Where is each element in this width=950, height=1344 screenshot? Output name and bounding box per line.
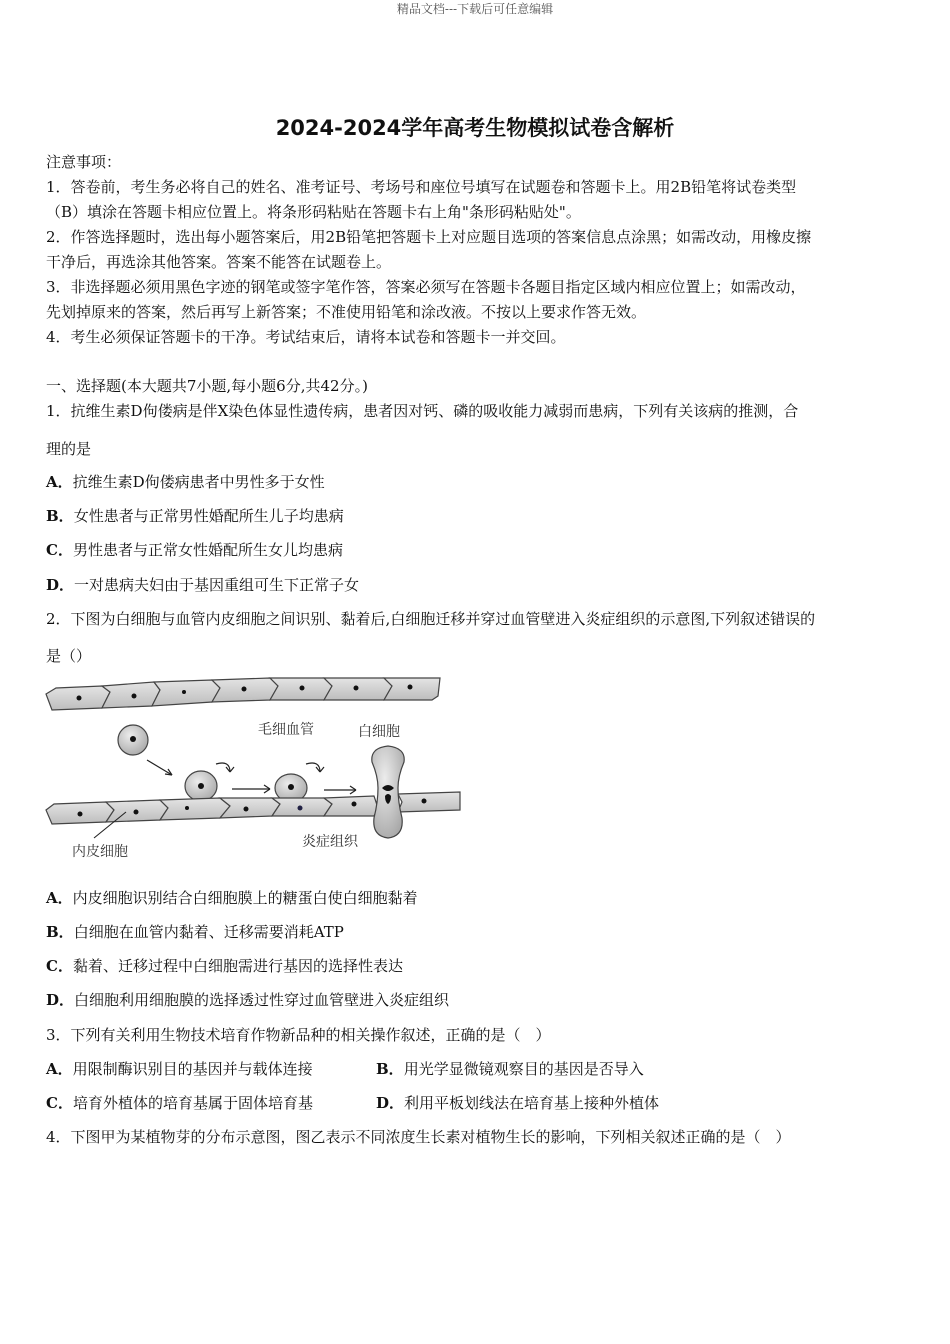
option-text: 白细胞利用细胞膜的选择透过性穿过血管壁进入炎症组织	[74, 991, 450, 1009]
q2-option-a[interactable]	[46, 888, 906, 908]
notice-line-6: 先划掉原来的答案，然后再写上新答案；不准使用铅笔和涂改液。不按以上要求作答无效。	[46, 303, 647, 321]
option-text: 抗维生素D佝偻病患者中男性多于女性	[72, 473, 325, 491]
label-endothelial: 内皮细胞	[72, 844, 128, 860]
q2-option-b[interactable]	[46, 922, 906, 942]
option-label: A．	[46, 1060, 73, 1078]
notice-heading: 注意事项：	[46, 153, 122, 171]
q2-stem-line2: 是（）	[46, 647, 92, 665]
q3-option-a[interactable]	[46, 1060, 313, 1078]
option-text: 男性患者与正常女性婚配所生女儿均患病	[72, 541, 343, 559]
q1-option-c[interactable]	[46, 540, 906, 560]
option-label: A．	[46, 889, 73, 907]
option-label: B．	[46, 507, 74, 525]
q1-option-b[interactable]	[46, 506, 906, 526]
option-text: 内皮细胞识别结合白细胞膜上的糖蛋白使白细胞黏着	[72, 889, 418, 907]
notice-line-2: （B）填涂在答题卡相应位置上。将条形码粘贴在答题卡右上角"条形码粘贴处"。	[46, 203, 581, 221]
q2-option-d[interactable]	[46, 990, 906, 1010]
option-text: 一对患病夫妇由于基因重组可生下正常子女	[74, 576, 360, 594]
label-capillary: 毛细血管	[258, 722, 314, 738]
top-endothelium	[46, 678, 440, 710]
q3-options-row2	[46, 1093, 906, 1113]
q1-stem-line1: 1．抗维生素D佝偻病是伴X染色体显性遗传病，患者因对钙、磷的吸收能力减弱而患病，下列有关该病的推测，合	[46, 402, 799, 420]
notice-line-7: 4．考生必须保证答题卡的干净。考试结束后，请将本试卷和答题卡一并交回。	[46, 328, 566, 346]
q3-option-c[interactable]	[46, 1094, 313, 1112]
option-label: D．	[376, 1094, 405, 1112]
option-text: 利用平板划线法在培育基上接种外植体	[404, 1094, 660, 1112]
label-leukocyte: 白细胞	[358, 724, 400, 740]
option-label: C．	[46, 957, 73, 975]
q3-option-d[interactable]	[376, 1093, 659, 1113]
q1-option-a[interactable]	[46, 472, 906, 492]
q4-stem: 4．下图甲为某植物芽的分布示意图，图乙表示不同浓度生长素对植物生长的影响，下列相关叙述正确的是（ ）	[46, 1128, 791, 1146]
option-text: 用限制酶识别目的基因并与载体连接	[72, 1060, 313, 1078]
leukocyte-migration-figure	[44, 672, 464, 867]
q2-option-c[interactable]	[46, 956, 906, 976]
page-title: 2024-2024学年高考生物模拟试卷含解析	[275, 116, 675, 140]
notice-line-4: 干净后，再选涂其他答案。答案不能答在试题卷上。	[46, 253, 392, 271]
q1-stem-line2: 理的是	[46, 440, 92, 458]
option-label: D．	[46, 576, 75, 594]
q3-option-b[interactable]	[376, 1059, 644, 1079]
q3-stem: 3．下列有关利用生物技术培育作物新品种的相关操作叙述，正确的是（ ）	[46, 1026, 551, 1044]
option-label: C．	[46, 541, 73, 559]
q2-stem-line1: 2．下图为白细胞与血管内皮细胞之间识别、黏着后,白细胞迁移并穿过血管壁进入炎症组织的示意图,下列叙述错误的	[46, 610, 816, 628]
transmigrating-leukocyte	[372, 746, 404, 838]
option-label: D．	[46, 991, 75, 1009]
option-text: 黏着、迁移过程中白细胞需进行基因的选择性表达	[72, 957, 403, 975]
section-title: 一、选择题(本大题共7小题,每小题6分,共42分。)	[46, 377, 368, 395]
notice-line-3: 2．作答选择题时，选出每小题答案后，用2B铅笔把答题卡上对应题目选项的答案信息点涂黑；如需改动，用橡皮擦	[46, 228, 812, 246]
q3-options-row1	[46, 1059, 906, 1079]
option-text: 培育外植体的培育基属于固体培育基	[72, 1094, 313, 1112]
q1-option-d[interactable]	[46, 575, 906, 595]
option-label: C．	[46, 1094, 73, 1112]
option-text: 女性患者与正常男性婚配所生儿子均患病	[73, 507, 344, 525]
option-label: B．	[376, 1060, 404, 1078]
option-text: 白细胞在血管内黏着、迁移需要消耗ATP	[73, 923, 344, 941]
label-inflamed-tissue: 炎症组织	[302, 834, 358, 850]
option-label: B．	[46, 923, 74, 941]
option-label: A．	[46, 473, 73, 491]
notice-line-5: 3．非选择题必须用黑色字迹的钢笔或签字笔作答，答案必须写在答题卡各题目指定区域内相应位置上；如需改动，	[46, 278, 806, 296]
notice-line-1: 1．答卷前，考生务必将自己的姓名、准考证号、考场号和座位号填写在试题卷和答题卡上。用2B铅笔将试卷类型	[46, 178, 797, 196]
option-text: 用光学显微镜观察目的基因是否导入	[403, 1060, 644, 1078]
page-header: 精品文档---下载后可任意编辑	[396, 2, 554, 16]
